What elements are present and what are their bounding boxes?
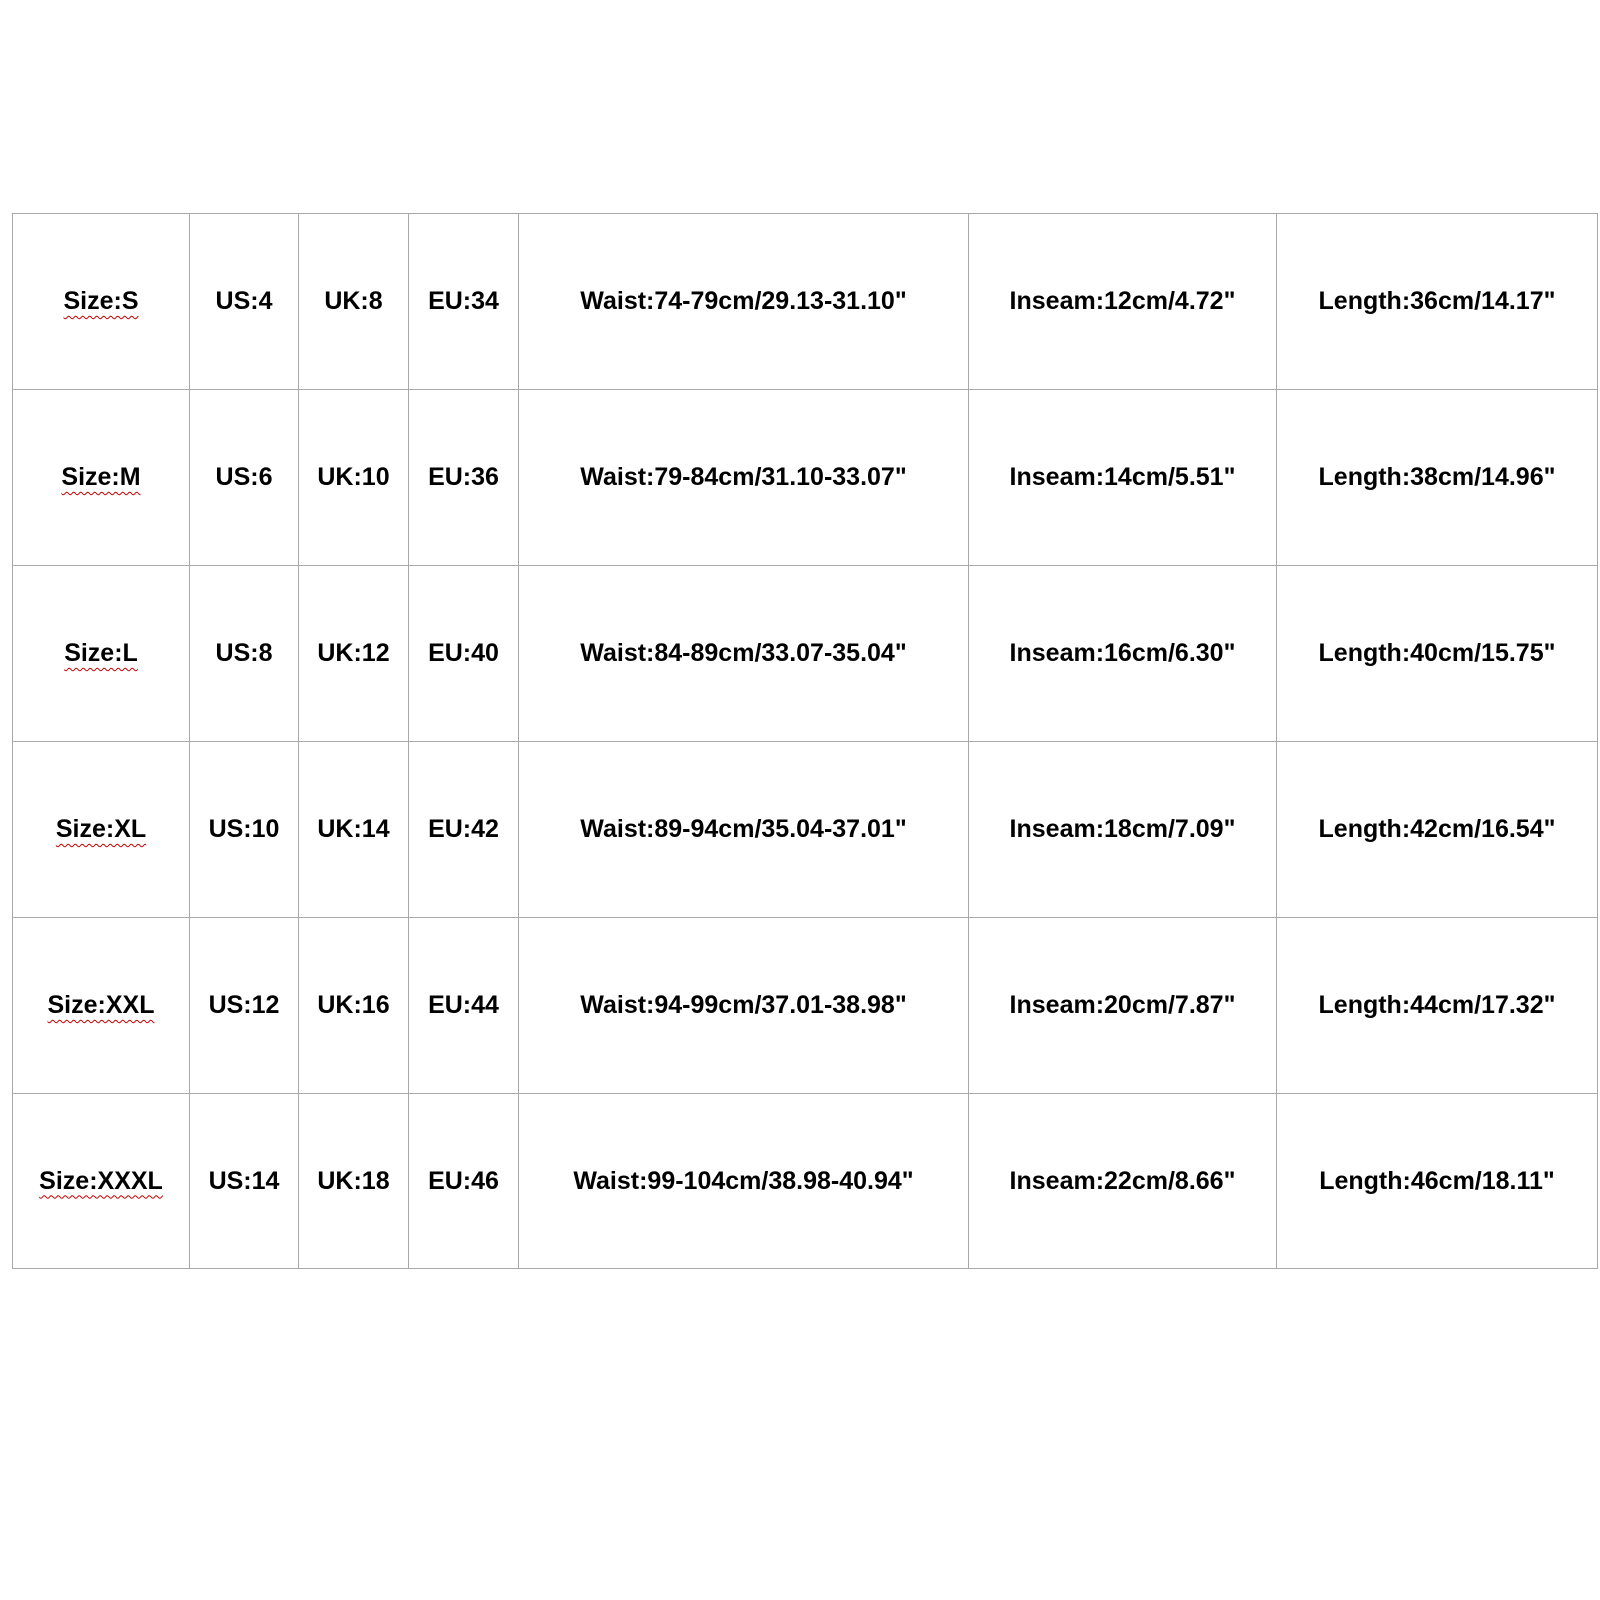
size-cell: [13, 742, 190, 918]
waist-cell: Waist:94-99cm/37.01-38.98": [519, 918, 969, 1094]
size-chart-table: [12, 213, 1598, 1269]
uk-size-cell: UK:8: [299, 214, 409, 390]
size-row: [13, 1094, 1598, 1269]
size-row: [13, 918, 1598, 1094]
uk-size-cell: UK:12: [299, 566, 409, 742]
size-label: Size:L: [64, 639, 138, 667]
us-size-cell: US:14: [190, 1094, 299, 1269]
size-row: [13, 390, 1598, 566]
us-size-cell: US:6: [190, 390, 299, 566]
eu-size-cell: EU:46: [409, 1094, 519, 1269]
waist-cell: Waist:79-84cm/31.10-33.07": [519, 390, 969, 566]
us-size-cell: US:10: [190, 742, 299, 918]
waist-cell: Waist:89-94cm/35.04-37.01": [519, 742, 969, 918]
length-cell: Length:40cm/15.75": [1277, 566, 1598, 742]
waist-cell: Waist:74-79cm/29.13-31.10": [519, 214, 969, 390]
eu-size-cell: EU:40: [409, 566, 519, 742]
uk-size-cell: UK:18: [299, 1094, 409, 1269]
size-label: Size:S: [63, 287, 139, 315]
size-cell: [13, 390, 190, 566]
length-cell: Length:36cm/14.17": [1277, 214, 1598, 390]
us-size-cell: US:8: [190, 566, 299, 742]
waist-cell: Waist:84-89cm/33.07-35.04": [519, 566, 969, 742]
uk-size-cell: UK:14: [299, 742, 409, 918]
size-cell: [13, 566, 190, 742]
size-cell: [13, 1094, 190, 1269]
uk-size-cell: UK:10: [299, 390, 409, 566]
length-cell: Length:38cm/14.96": [1277, 390, 1598, 566]
size-label: Size:XXL: [47, 991, 155, 1019]
eu-size-cell: EU:44: [409, 918, 519, 1094]
size-cell: [13, 918, 190, 1094]
us-size-cell: US:12: [190, 918, 299, 1094]
inseam-cell: Inseam:14cm/5.51": [969, 390, 1277, 566]
size-label: Size:XL: [55, 815, 147, 843]
size-cell: [13, 214, 190, 390]
waist-cell: Waist:99-104cm/38.98-40.94": [519, 1094, 969, 1269]
size-row: [13, 566, 1598, 742]
eu-size-cell: EU:42: [409, 742, 519, 918]
uk-size-cell: UK:16: [299, 918, 409, 1094]
inseam-cell: Inseam:20cm/7.87": [969, 918, 1277, 1094]
eu-size-cell: EU:36: [409, 390, 519, 566]
size-row: [13, 214, 1598, 390]
inseam-cell: Inseam:18cm/7.09": [969, 742, 1277, 918]
us-size-cell: US:4: [190, 214, 299, 390]
eu-size-cell: EU:34: [409, 214, 519, 390]
inseam-cell: Inseam:16cm/6.30": [969, 566, 1277, 742]
size-label: Size:M: [61, 463, 141, 491]
length-cell: Length:44cm/17.32": [1277, 918, 1598, 1094]
inseam-cell: Inseam:22cm/8.66": [969, 1094, 1277, 1269]
length-cell: Length:42cm/16.54": [1277, 742, 1598, 918]
length-cell: Length:46cm/18.11": [1277, 1094, 1598, 1269]
inseam-cell: Inseam:12cm/4.72": [969, 214, 1277, 390]
size-row: [13, 742, 1598, 918]
size-label: Size:XXXL: [39, 1166, 163, 1195]
